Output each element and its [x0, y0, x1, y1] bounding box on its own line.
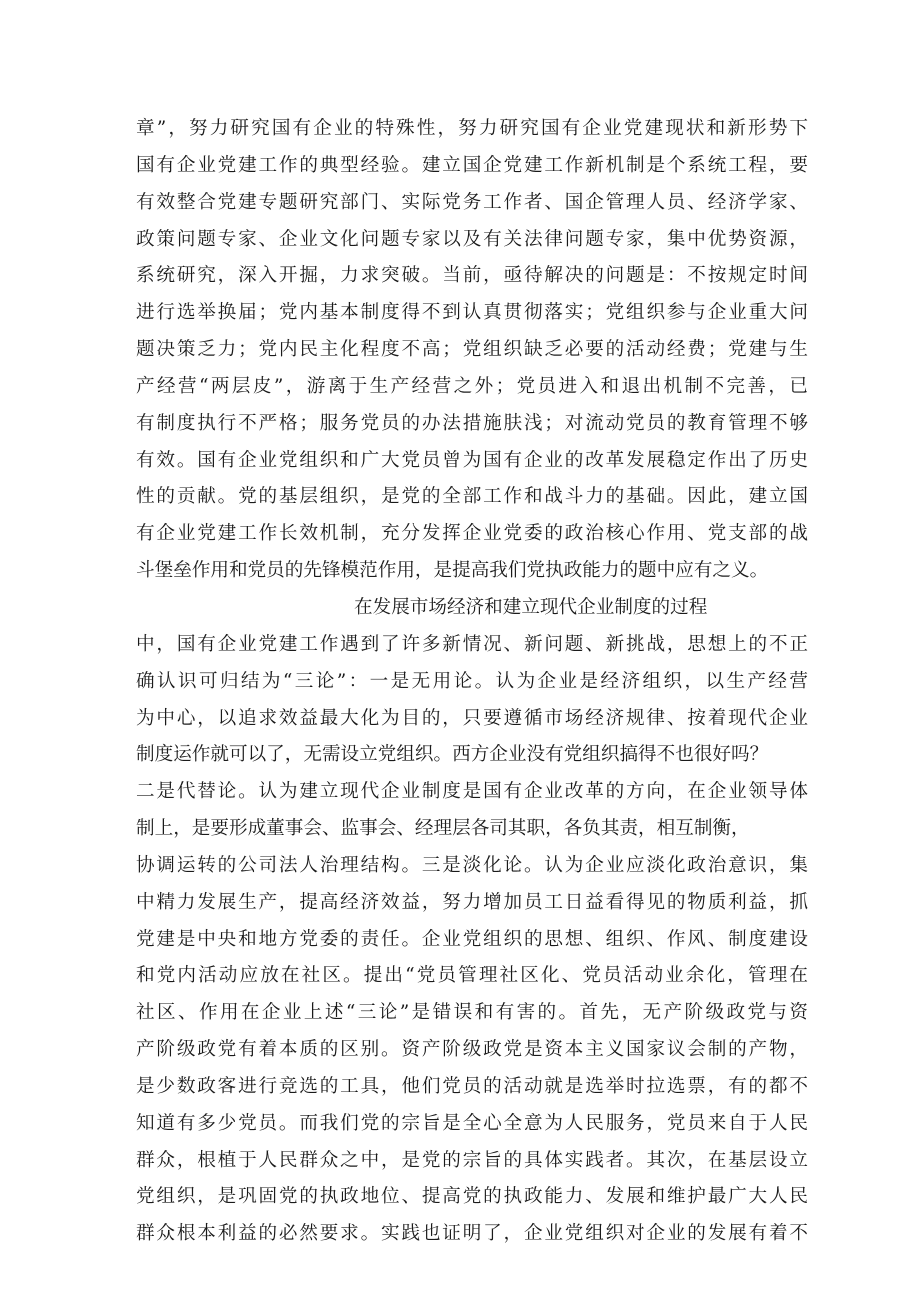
text-line: 政策问题专家、企业文化问题专家以及有关法律问题专家，集中优势资源， — [136, 228, 808, 250]
text-line: 中精力发展生产，提高经济效益，努力增加员工日益看得见的物质利益，抓 — [136, 891, 808, 913]
text-line: 为中心，以追求效益最大化为目的，只要遵循市场经济规律、按着现代企业 — [136, 707, 808, 729]
text-line: 群众根本利益的必然要求。实践也证明了，企业党组织对企业的发展有着不 — [136, 1223, 808, 1245]
text-line: 进行选举换届；党内基本制度得不到认真贯彻落实；党组织参与企业重大问 — [136, 302, 808, 324]
text-line: 有企业党建工作长效机制，充分发挥企业党委的政治核心作用、党支部的战 — [136, 523, 808, 545]
text-line: 产经营“两层皮”，游离于生产经营之外；党员进入和退出机制不完善，已 — [136, 375, 808, 397]
text-line: 有制度执行不严格；服务党员的办法措施肤浅；对流动党员的教育管理不够 — [136, 412, 808, 434]
text-line: 社区、作用在企业上述“三论”是错误和有害的。首先，无产阶级政党与资 — [136, 1002, 808, 1024]
text-line: 知道有多少党员。而我们党的宗旨是全心全意为人民服务，党员来自于人民 — [136, 1112, 808, 1134]
text-line: 章”，努力研究国有企业的特殊性，努力研究国有企业党建现状和新形势下 — [136, 118, 808, 139]
text-line: 产阶级政党有着本质的区别。资产阶级政党是资本主义国家议会制的产物， — [136, 1039, 808, 1061]
text-line: 有效整合党建专题研究部门、实际党务工作者、国企管理人员、经济学家、 — [136, 191, 808, 213]
text-line: 系统研究，深入开掘，力求突破。当前，亟待解决的问题是：不按规定时间 — [136, 265, 808, 287]
text-line: 性的贡献。党的基层组织，是党的全部工作和战斗力的基础。因此，建立国 — [136, 486, 808, 508]
text-line: 在发展市场经济和建立现代企业制度的过程 — [354, 596, 708, 618]
text-line: 党组织，是巩固党的执政地位、提高党的执政能力、发展和维护最广大人民 — [136, 1186, 808, 1208]
text-line: 确认识可归结为“三论”：一是无用论。认为企业是经济组织，以生产经营 — [136, 670, 808, 692]
text-line: 群众，根植于人民群众之中，是党的宗旨的具体实践者。其次，在基层设立 — [136, 1149, 808, 1171]
text-line: 题决策乏力；党内民主化程度不高；党组织缺乏必要的活动经费；党建与生 — [136, 339, 808, 361]
text-line: 制上，是要形成董事会、监事会、经理层各司其职，各负其责，相互制衡， — [136, 818, 750, 840]
text-line: 协调运转的公司法人治理结构。三是淡化论。认为企业应淡化政治意识，集 — [136, 854, 808, 876]
text-line: 二是代替论。认为建立现代企业制度是国有企业改革的方向，在企业领导体 — [136, 781, 808, 803]
text-line: 中，国有企业党建工作遇到了许多新情况、新问题、新挑战，思想上的不正 — [136, 633, 808, 655]
text-line: 党建是中央和地方党委的责任。企业党组织的思想、组织、作风、制度建设 — [136, 928, 808, 950]
text-line: 和党内活动应放在社区。提出“党员管理社区化、党员活动业余化，管理在 — [136, 965, 808, 987]
text-line: 制度运作就可以了，无需设立党组织。西方企业没有党组织搞得不也很好吗？ — [136, 744, 769, 766]
text-line: 是少数政客进行竞选的工具，他们党员的活动就是选举时拉选票，有的都不 — [136, 1075, 808, 1097]
text-line: 斗堡垒作用和党员的先锋模范作用，是提高我们党执政能力的题中应有之义。 — [136, 560, 769, 582]
text-line: 国有企业党建工作的典型经验。建立国企党建工作新机制是个系统工程，要 — [136, 154, 808, 176]
text-line: 有效。国有企业党组织和广大党员曾为国有企业的改革发展稳定作出了历史 — [136, 449, 808, 471]
body-text — [136, 111, 808, 1253]
